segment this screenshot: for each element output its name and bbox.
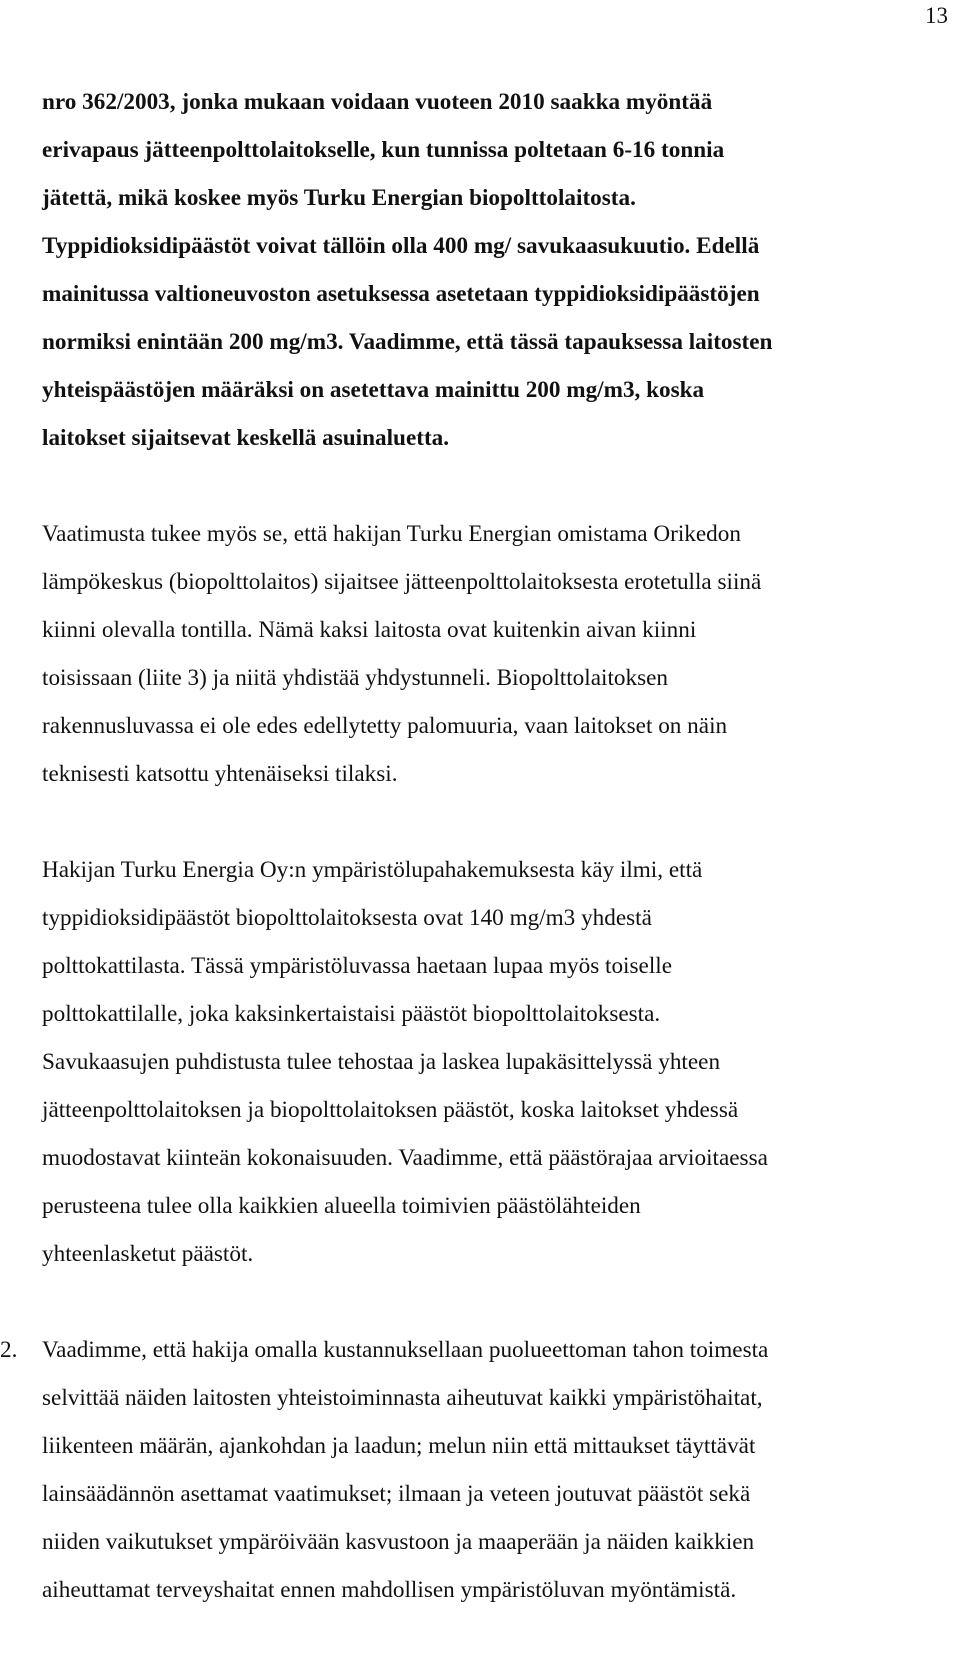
text-line: kiinni olevalla tontilla. Nämä kaksi laitosta ovat kuitenkin aivan kiinni [42, 617, 697, 643]
text-line: aiheuttamat terveyshaitat ennen mahdollisen ympäristöluvan myöntämistä. [42, 1577, 737, 1603]
page-number: 13 [925, 3, 948, 28]
text-line: laitokset sijaitsevat keskellä asuinaluetta. [42, 425, 450, 451]
item-number: 2. [0, 1337, 18, 1363]
text-line: yhteispäästöjen määräksi on asetettava mainittu 200 mg/m3, koska [42, 377, 705, 403]
text-line: nro 362/2003, jonka mukaan voidaan vuoteen 2010 saakka myöntää [42, 89, 713, 115]
text-line: liikenteen määrän, ajankohdan ja laadun; melun niin että mittaukset täyttävät [42, 1433, 756, 1459]
text-line: jätettä, mikä koskee myös Turku Energian biopolttolaitosta. [42, 185, 636, 211]
text-line: jätteenpolttolaitoksen ja biopolttolaitoksen päästöt, koska laitokset yhdessä [42, 1097, 739, 1123]
text-line: lämpökeskus (biopolttolaitos) sijaitsee jätteenpolttolaitoksesta erotetulla siinä [42, 569, 762, 595]
text-line: Savukaasujen puhdistusta tulee tehostaa ja laskea lupakäsittelyssä yhteen [42, 1049, 721, 1075]
numbered-item-2 [0, 1326, 942, 1614]
text-line: erivapaus jätteenpolttolaitokselle, kun tunnissa poltetaan 6-16 tonnia [42, 137, 725, 163]
text-line: selvittää näiden laitosten yhteistoiminnasta aiheutuvat kaikki ympäristöhaitat, [42, 1385, 763, 1411]
text-line: Typpidioksidipäästöt voivat tällöin olla 400 mg/ savukaasukuutio. Edellä [42, 233, 760, 259]
text-line: typpidioksidipäästöt biopolttolaitoksesta ovat 140 mg/m3 yhdestä [42, 905, 652, 931]
paragraph-spacer [42, 462, 942, 510]
text-line: rakennusluvassa ei ole edes edellytetty palomuuria, vaan laitokset on näin [42, 713, 728, 739]
paragraph-bold-requirement [42, 78, 942, 462]
numbered-item-text [42, 1326, 942, 1614]
paragraph-spacer [42, 798, 942, 846]
text-line: Vaatimusta tukee myös se, että hakijan Turku Energian omistama Orikedon [42, 521, 741, 547]
text-line: mainitussa valtioneuvoston asetuksessa asetetaan typpidioksidipäästöjen [42, 281, 760, 307]
paragraph-orikedon [42, 510, 942, 798]
text-line: yhteenlasketut päästöt. [42, 1241, 254, 1267]
text-line: teknisesti katsottu yhtenäiseksi tilaksi. [42, 761, 398, 787]
document-body [0, 78, 942, 1614]
text-line: lainsäädännön asettamat vaatimukset; ilmaan ja veteen joutuvat päästöt sekä [42, 1481, 751, 1507]
text-line: Hakijan Turku Energia Oy:n ympäristölupahakemuksesta käy ilmi, että [42, 857, 703, 883]
text-line: perusteena tulee olla kaikkien alueella toimivien päästölähteiden [42, 1193, 641, 1219]
text-line: muodostavat kiinteän kokonaisuuden. Vaadimme, että päästörajaa arvioitaessa [42, 1145, 768, 1171]
text-line: Vaadimme, että hakija omalla kustannuksellaan puolueettoman tahon toimesta [42, 1337, 769, 1363]
paragraph-hakijan [42, 846, 942, 1278]
text-line: normiksi enintään 200 mg/m3. Vaadimme, että tässä tapauksessa laitosten [42, 329, 773, 355]
paragraph-spacer [42, 1278, 942, 1326]
text-line: toisissaan (liite 3) ja niitä yhdistää yhdystunneli. Biopolttolaitoksen [42, 665, 668, 691]
text-line: polttokattilalle, joka kaksinkertaistaisi päästöt biopolttolaitoksesta. [42, 1001, 661, 1027]
text-line: polttokattilasta. Tässä ympäristöluvassa haetaan lupaa myös toiselle [42, 953, 672, 979]
text-line: niiden vaikutukset ympäröivään kasvustoon ja maaperään ja näiden kaikkien [42, 1529, 755, 1555]
